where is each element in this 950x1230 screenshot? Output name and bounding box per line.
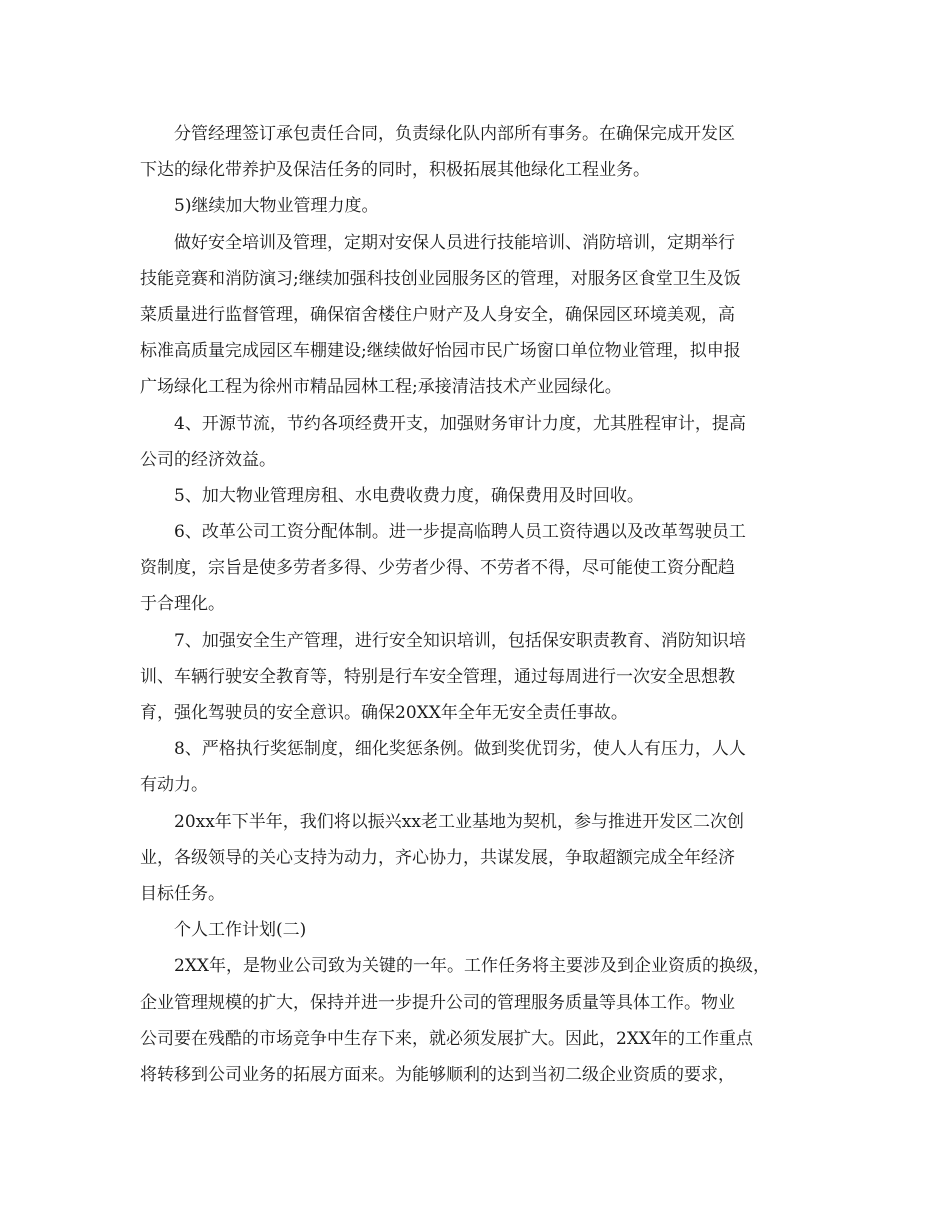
text-line: 育，强化驾驶员的安全意识。确保20XX年全年无安全责任事故。 — [140, 703, 628, 723]
text-line: 7、加强安全生产管理，进行安全知识培训，包括保安职责教育、消防知识培 — [174, 630, 746, 651]
text-line: 企业管理规模的扩大，保持并进一步提升公司的管理服务质量等具体工作。物业 — [140, 992, 735, 1013]
text-line: 8、严格执行奖惩制度，细化奖惩条例。做到奖优罚劣，使人人有压力，人人 — [174, 739, 746, 760]
text-line: 业，各级领导的关心支持为动力，齐心协力，共谋发展，争取超额完成全年经济 — [140, 847, 735, 868]
text-line: 有动力。 — [140, 775, 208, 796]
text-line: 4、开源节流，节约各项经费开支，加强财务审计力度，尤其胜程审计，提高 — [174, 413, 746, 434]
text-line: 于合理化。 — [140, 594, 225, 615]
text-line: 目标任务。 — [140, 883, 225, 904]
text-line: 资制度，宗旨是使多劳者多得、少劳者少得、不劳者不得，尽可能使工资分配趋 — [140, 558, 735, 579]
text-line: 5、加大物业管理房租、水电费收费力度，确保费用及时回收。 — [174, 485, 644, 506]
document-body — [140, 116, 830, 1093]
text-line: 广场绿化工程为徐州市精品园林工程;承接清洁技术产业园绿化。 — [140, 377, 622, 398]
text-line: 公司要在残酷的市场竞争中生存下来，就必须发展扩大。因此，2XX年的工作重点 — [140, 1028, 754, 1049]
text-line: 公司的经济效益。 — [140, 449, 276, 470]
text-line: 分管经理签订承包责任合同，负责绿化队内部所有事务。在确保完成开发区 — [174, 124, 735, 144]
text-line: 20xx年下半年，我们将以振兴xx老工业基地为契机，参与推进开发区二次创 — [174, 811, 744, 832]
text-line: 个人工作计划(二) — [174, 920, 307, 941]
text-line: 6、改革公司工资分配体制。进一步提高临聘人员工资待遇以及改革驾驶员工 — [174, 522, 746, 543]
text-line: 下达的绿化带养护及保洁任务的同时，积极拓展其他绿化工程业务。 — [140, 160, 650, 181]
text-line: 将转移到公司业务的拓展方面来。为能够顺利的达到当初二级企业资质的要求， — [140, 1064, 735, 1085]
text-line: 2XX年，是物业公司致为关键的一年。工作任务将主要涉及到企业资质的换级， — [174, 956, 771, 977]
text-line: 菜质量进行监督管理，确保宿舍楼住户财产及人身安全，确保园区环境美观，高 — [140, 304, 735, 325]
text-line: 技能竞赛和消防演习;继续加强科技创业园服务区的管理，对服务区食堂卫生及饭 — [140, 268, 741, 289]
text-line: 训、车辆行驶安全教育等，特别是行车安全管理，通过每周进行一次安全思想教 — [140, 666, 735, 687]
text-line: 5)继续加大物业管理力度。 — [174, 196, 379, 217]
text-line: 做好安全培训及管理，定期对安保人员进行技能培训、消防培训，定期举行 — [174, 232, 735, 253]
text-line: 标准高质量完成园区车棚建设;继续做好怡园市民广场窗口单位物业管理，拟申报 — [140, 341, 741, 362]
